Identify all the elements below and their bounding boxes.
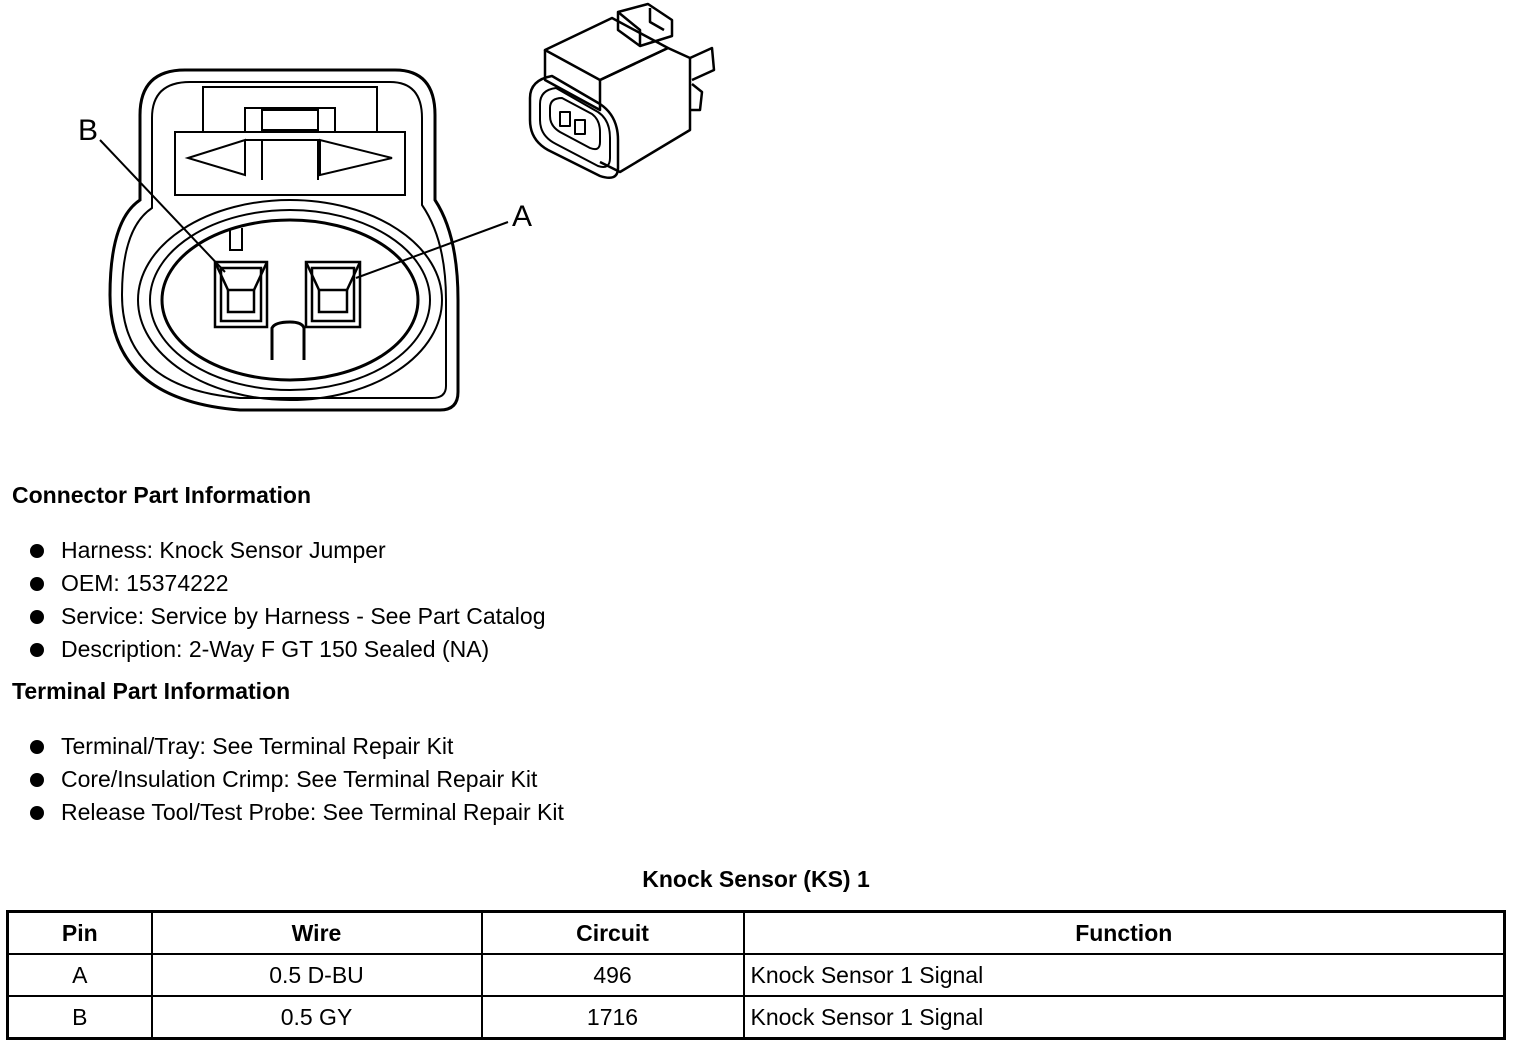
- column-header-wire: Wire: [152, 912, 482, 955]
- wire-cell: 0.5 GY: [152, 996, 482, 1039]
- bullet-icon: [30, 806, 44, 820]
- column-header-function: Function: [744, 912, 1505, 955]
- list-item: Core/Insulation Crimp: See Terminal Repair Kit: [26, 763, 564, 796]
- cavity-b: [215, 262, 267, 327]
- connector-part-information-heading: Connector Part Information: [12, 482, 312, 508]
- pin-table: [6, 910, 1506, 1040]
- table-header-row: [8, 912, 1505, 955]
- connector-face-diagram: [78, 60, 533, 430]
- table-row: [8, 954, 1505, 996]
- wire-cell: 0.5 D-BU: [152, 954, 482, 996]
- callout-a: A: [512, 200, 533, 233]
- bullet-icon: [30, 643, 44, 657]
- terminal-part-information-heading: Terminal Part Information: [12, 678, 291, 704]
- column-header-pin: Pin: [8, 912, 152, 955]
- function-cell: Knock Sensor 1 Signal: [744, 954, 1505, 996]
- pin-cell: B: [8, 996, 152, 1039]
- list-item: Service: Service by Harness - See Part Catalog: [26, 600, 545, 633]
- column-header-circuit: Circuit: [482, 912, 744, 955]
- list-item: OEM: 15374222: [26, 567, 545, 600]
- list-item: Description: 2-Way F GT 150 Sealed (NA): [26, 633, 545, 666]
- pin-cell: A: [8, 954, 152, 996]
- circuit-cell: 1716: [482, 996, 744, 1039]
- bullet-icon: [30, 740, 44, 754]
- bullet-icon: [30, 773, 44, 787]
- callout-b: B: [78, 114, 99, 147]
- list-item: Harness: Knock Sensor Jumper: [26, 534, 545, 567]
- connector-part-information-list: [26, 534, 545, 666]
- pin-table-title: Knock Sensor (KS) 1: [642, 866, 870, 892]
- terminal-part-information-list: [26, 730, 564, 829]
- bullet-icon: [30, 577, 44, 591]
- cavity-a: [306, 262, 360, 327]
- list-item: Release Tool/Test Probe: See Terminal Repair Kit: [26, 796, 564, 829]
- connector-isometric-illustration: [520, 0, 730, 190]
- bullet-icon: [30, 610, 44, 624]
- bullet-icon: [30, 544, 44, 558]
- table-row: [8, 996, 1505, 1039]
- list-item: Terminal/Tray: See Terminal Repair Kit: [26, 730, 564, 763]
- circuit-cell: 496: [482, 954, 744, 996]
- function-cell: Knock Sensor 1 Signal: [744, 996, 1505, 1039]
